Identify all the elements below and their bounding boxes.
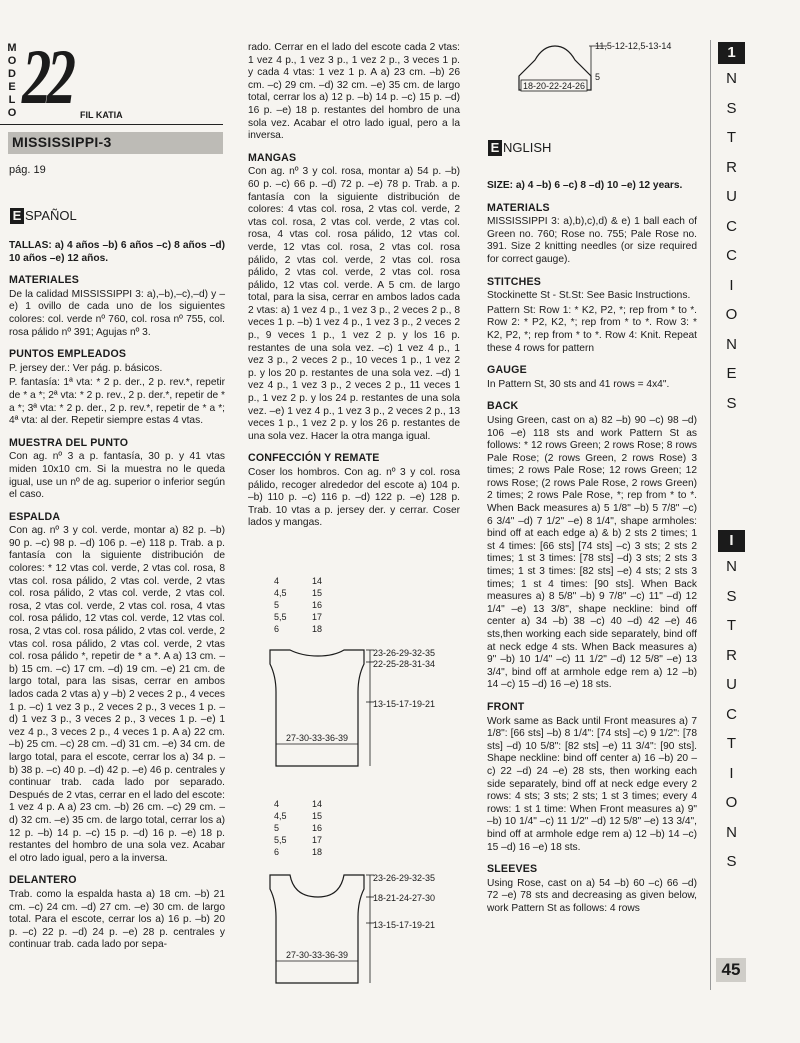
inch-label: 16 — [312, 823, 323, 833]
back-mid-measure: 22-25-28-31-34 — [373, 659, 436, 669]
gauge-text: In Pattern St, 30 sts and 41 rows = 4x4". — [487, 378, 670, 390]
back-top-measure: 23-26-29-32-35 — [373, 648, 436, 658]
sidebar-letter: U — [726, 676, 737, 693]
pattern-title: MISSISSIPPI-3 — [12, 134, 112, 150]
puntos-fantasia: P. fantasía: 1ª vta: * 2 p. der., 2 p. rev.*, repetir de * a *; 2ª vta: * 2 p. rev., 2 p. der.*, repetir de * a *; 3ª vta: * 2 p. der., 2 p. rev.*, repetir de * a *; 4ª vta: al der. Repetir siempre estas 4 vtas. — [9, 377, 225, 427]
front-armhole-measure: 13-15-17-19-21 — [373, 920, 436, 930]
sleeve-height-measure: 5 — [595, 72, 601, 82]
mangas-text: Con ag. nº 3 y col. rosa, montar a) 54 p. –b) 60 p. –c) 66 p. –d) 72 p. –e) 78 p. Trab. a p. fantasía con la siguiente distribución de colores: 4 vtas col. rosa, 2 vtas col. verde, 2 vtas col. rosa, 2 vtas col. verde, 2 vtas col. rosa, 4 vtas col. rosa pálido, 12 vtas col. verde, 12 vtas col. rosa, 2 vtas col. rosa pálido, 2 vtas col. verde, 2 vtas col. rosa pálido, 2 vtas col. verde, 2 vtas col. rosa pálido, 12 vtas col. verde. A 5 cm. de largo total, para la sisa, cerrar en ambos lados cada 2 vtas: a) 1 vez 4 p., 1 vez 3 p., 2 veces 2 p., 8 veces 1 p. –b) 1 vez 4 p., 1 vez 3 p., 2 veces 2 p., 9 veces 1 p., 1 vez 2 p. y los 16 p. restantes de una sola vez. –c) 1 vez 4 p., 1 vez 3 p., 2 veces 2 p., 10 veces 1 p., 1 vez 2 p. y los 20 p. restantes de una sola vez. –d) 1 vez 4 p., 1 vez 3 p., 2 veces 2 p., 11 veces 1 p., 1 vez 2 p. y los 24 p. restantes de una sola vez. –e) 1 vez 4 p., 1 vez 3 p., 2 veces 2 p., 13 veces 1 p., 1 vez 2 p. y los 26 p. restantes de una sola vez. Hacer la otra manga igual. — [248, 166, 460, 442]
materiales-heading: MATERIALES — [9, 274, 80, 287]
model-number: 22 — [22, 33, 72, 120]
sidebar-letter: N — [726, 558, 737, 575]
size-label: 5 — [274, 823, 280, 833]
brand-name: FIL KATIA — [80, 110, 123, 120]
sleeve-base-measure: 18-20-22-24-26 — [523, 81, 586, 91]
english-initial: E — [488, 140, 502, 156]
size-label: 6 — [274, 624, 280, 634]
sidebar-instrucciones — [718, 42, 745, 418]
sidebar-letter: N — [726, 70, 737, 87]
front-top-measure: 23-26-29-32-35 — [373, 873, 436, 883]
sleeves-text: Using Rose, cast on a) 54 –b) 60 –c) 66 –d) 72 –e) 78 sts and decreasing as given below, work Pattern St as follows: 4 rows — [487, 877, 697, 914]
sidebar-letter: N — [726, 823, 737, 841]
sidebar-letter: S — [726, 394, 737, 412]
page-number: 45 — [716, 958, 746, 982]
confeccion-heading: CONFECCIÓN Y REMATE — [248, 452, 380, 465]
muestra-heading: MUESTRA DEL PUNTO — [9, 436, 129, 449]
delantero-heading: DELANTERO — [9, 874, 77, 887]
back-text: Using Green, cast on a) 82 –b) 90 –c) 98 –d) 106 –e) 118 sts and work Pattern St as follows: * 12 rows Green; 2 rows Rose; 8 rows Pale Rose; (2 rows Green, 2 rows Rose) 3 times; 2 rows Pale Rose; 12 rows Green; 12 rows Rose; (2 rows Pale Rose, 2 rows Green) 2 times; 2 rows Pale Rose, *; rep from * to *. When Back measures a) 5 1/8" –b) 5 7/8" –c) 6 3/4" –d) 7 1/2" –e) 8 1/4", shape armholes: bind off at each edge a) & b) 2 sts 2 times; 1 st 4 times: [66 sts] [74 sts] –c) 3 sts; 2 sts 2 times; 1 st 3 times: [78 sts] –d) 3 sts; 2 sts 3 times; 1 st 3 times: [82 sts] –e) 4 sts; 2 sts 3 times; 1 st 4 times: [90 sts]. When Back measures a) 8 5/8" –b) 9 7/8" –c) 11" –d) 12 1/4" –e) 13 3/8", shape neckline: bind off center a) 34 –b) 38 –c) 40 –d) 42 –e) 46 sts,then working each side separately, bind off at neck edge 4 sts. When Back measures a) 9" –b) 10 1/4" –c) 11 1/2" –d) 12 5/8" –e) 13 3/4", bind off at armhole edge rem a) 12 –b) 14 –c) 15 –d) 16 –e) 18 sts. — [487, 414, 697, 691]
back-width-measure: 27-30-33-36-39 — [286, 733, 349, 743]
inch-label: 14 — [312, 799, 323, 809]
back-heading: BACK — [487, 400, 519, 413]
puntos-heading: PUNTOS EMPLEADOS — [9, 348, 127, 361]
inch-label: 16 — [312, 600, 323, 610]
stitches-stockinette: Stockinette St - St.St: See Basic Instructions. — [487, 290, 691, 302]
espalda-text: Con ag. nº 3 y col. verde, montar a) 82 p. –b) 90 p. –c) 98 p. –d) 106 p. –e) 118 p. Trab. a p. fantasía con la siguiente distribución de colores: * 12 vtas col. verde, 2 vtas col. rosa, 8 vtas col. rosa pálido, 2 vtas col. verde, 2 vtas col. rosa pálido, 2 vtas col. verde, 2 vtas col. rosa, 2 vtas col. verde, 2 vtas col. rosa, 4 vtas col. rosa pálido, 12 vtas col. verde, 12 vtas col. rosa, 2 vtas col. rosa pálido, 2 vtas col. verde, 2 vtas col. rosa pálido, 2 vtas col. verde, 2 vtas col. rosa pálido *, repetir de * a *. A a) 13 cm. –b) 15 cm. –c) 17 cm. –d) 19 cm. –e) 21 cm. de largo total, para las sisas, cerrar en ambos lados cada 2 vtas a) y –b) 2 veces 2 p., 4 veces 1 p. –c) 1 vez 3 p., 2 veces 2 p., 3 veces 1 p. –d) 1 vez 3 p., 3 veces 2 p., 3 veces 1 p. –e) 1 vez 4 p., 3 veces 2 p., 4 veces 1 p. A a) 22 cm. –b) 25 cm. –c) 28 cm. –d) 31 cm. –e) 34 cm. de largo total, para el escote, cerrar los a) 34 p. –b) 38 p. –c) 40 p. –d) 42 p. –e) 46 p. centrales y continuar trab. cada lado por separado. Después de 2 vtas, cerrar en el lado del escote: 1 vez 4 p. A a) 23 cm. –b) 26 cm. –c) 29 cm. –d) 32 cm. –e) 35 cm. de largo total, cerrar los a) 12 p. –b) 14 p. –c) 15 p. –d) 16 p. –e) 18 p. restantes del hombro de una sola vez. Acabar el otro lado igual, pero a la inversa. — [9, 525, 225, 864]
inch-label: 14 — [312, 576, 323, 586]
sidebar-letter: E — [726, 365, 737, 382]
size-text: SIZE: a) 4 –b) 6 –c) 8 –d) 10 –e) 12 years. — [487, 180, 683, 191]
spanish-column-1 — [9, 240, 225, 954]
back-outline — [270, 650, 364, 766]
stitches-heading: STITCHES — [487, 275, 541, 288]
materiales-text: De la calidad MISSISSIPPI 3: a),–b),–c),–d) y –e) 1 ovillo de cada uno de los siguientes colores: col. verde nº 760, col. rosa nº 755, col. rosa pálido nº 391; Agujas nº 3. — [9, 288, 225, 338]
spanish-heading — [10, 208, 77, 224]
materials-heading: MATERIALS — [487, 201, 550, 214]
sidebar-letter: C — [726, 217, 737, 235]
sidebar-tab-2: I — [718, 530, 745, 552]
page-reference: pág. 19 — [9, 164, 46, 176]
inch-label: 18 — [312, 847, 323, 857]
materials-text: MISSISSIPPI 3: a),b),c),d) & e) 1 ball each of Green no. 760; Rose no. 755; Pale Rose no. 391. Size 2 knitting needles (or size required for correct gauge). — [487, 216, 697, 265]
sidebar-letter: I — [729, 764, 734, 782]
puntos-jersey: P. jersey der.: Ver pág. p. básicos. — [9, 362, 163, 374]
sidebar-letter: N — [726, 335, 737, 353]
sidebar-letter: R — [726, 646, 737, 664]
modelo-vertical-label: M O D E L O — [7, 42, 17, 119]
header-rule — [0, 124, 223, 125]
sidebar-letter: U — [726, 188, 737, 205]
sidebar-letter: O — [725, 794, 738, 811]
back-armhole-measure: 13-15-17-19-21 — [373, 699, 436, 709]
spanish-column-2 — [248, 42, 460, 532]
size-label: 4 — [274, 576, 280, 586]
size-label: 6 — [274, 847, 280, 857]
front-width-measure: 27-30-33-36-39 — [286, 950, 349, 960]
sidebar-tab-1: 1 — [718, 42, 745, 64]
tallas: TALLAS: a) 4 años –b) 6 años –c) 8 años –d) 10 años –e) 12 años. — [9, 240, 225, 264]
english-column — [487, 180, 697, 917]
english-heading-text: NGLISH — [503, 140, 552, 155]
inch-label: 17 — [312, 835, 323, 845]
sleeve-top-measure: 11,5-12-12,5-13-14 — [595, 41, 672, 51]
spanish-initial: E — [10, 208, 24, 224]
spanish-heading-text: SPAÑOL — [25, 208, 77, 223]
sidebar-letter: S — [726, 853, 737, 870]
english-heading — [488, 140, 551, 156]
front-heading: FRONT — [487, 700, 525, 713]
sidebar-letter: S — [726, 99, 737, 117]
size-label: 4 — [274, 799, 280, 809]
front-outline — [270, 875, 364, 983]
delantero-text: Trab. como la espalda hasta a) 18 cm. –b) 21 cm. –c) 24 cm. –d) 27 cm. –e) 30 cm. de largo total. Para el escote, cerrar los a) 16 p. –b) 20 p. –c) 22 p. –d) 24 p. –e) 28 p. centrales y continuar trab. cada lado por sepa- — [9, 888, 225, 951]
size-label: 5,5 — [274, 612, 287, 622]
inch-label: 18 — [312, 624, 323, 634]
sidebar-letter: T — [726, 735, 737, 752]
inch-label: 17 — [312, 612, 323, 622]
sidebar-letter: T — [726, 617, 737, 634]
sleeve-schematic — [515, 38, 705, 98]
front-schematic — [262, 795, 462, 990]
back-schematic — [262, 572, 462, 772]
sidebar-letter: O — [725, 306, 738, 323]
sidebar-letter: S — [726, 587, 737, 605]
sidebar-letter: C — [726, 247, 737, 264]
front-text: Work same as Back until Front measures a) 7 1/8": [66 sts] –b) 8 1/4": [74 sts] –c) 9 1/2": [78 sts] –d) 10 5/8": [82 sts] –e) 11 3/4": [90 sts]. Shape neckline: bind off center a) 16 –b) 20 –c) 22 –d) 24 –e) 28 sts, then working each side separately, bind off at neck edge every 2 rows: 4 sts; 3 sts; 2 sts; 1 st 3 times; every 4 rows: 1 st 1 time: When Front measures a) 9" –b) 10 1/4" –c) 11 1/2" –d) 12 5/8" –e) 13 3/4", bind off at armhole edge rem a) 12 –b) 14 –c) 15 –d) 16 –e) 18 sts. — [487, 715, 697, 853]
sidebar-letter: R — [726, 158, 737, 176]
sidebar-letter: I — [729, 276, 734, 294]
side-divider — [710, 40, 711, 990]
sidebar-letter: C — [726, 705, 737, 723]
size-label: 4,5 — [274, 811, 287, 821]
gauge-heading: GAUGE — [487, 364, 527, 377]
delantero-continued: rado. Cerrar en el lado del escote cada 2 vtas: 1 vez 4 p., 1 vez 3 p., 1 vez 2 p., 3 veces 1 p. y cada 4 vtas: 1 vez 1 p. A a) 23 cm. –b) 26 cm. –c) 29 cm. –d) 32 cm. –e) 35 cm. de largo total, cerrar los a) 12 p. –b) 14 p. –c) 15 p. –d) 16 p. –e) 18 p. restantes del hombro de una sola vez. Acabar el otro lado igual, pero a la inversa. — [248, 42, 460, 142]
inch-label: 15 — [312, 588, 323, 598]
sidebar-instructions — [718, 530, 745, 877]
size-label: 4,5 — [274, 588, 287, 598]
sidebar-letter: T — [726, 129, 737, 146]
confeccion-text: Coser los hombros. Con ag. nº 3 y col. rosa pálido, recoger alrededor del escote a) 104 p. –b) 110 p. –c) 116 p. –d) 122 p. –e) 128 p. Trab. 10 vtas a p. jersey der. y cerrar. Coser lados y mangas. — [248, 467, 460, 529]
stitches-pattern: Pattern St: Row 1: * K2, P2, *; rep from * to *. Row 2: * P2, K2, *; rep from * to *. Row 3: * K2, P2, *; rep from * to *. Row 4: Knit. Repeat these 4 rows for pattern — [487, 304, 697, 354]
mangas-heading: MANGAS — [248, 151, 297, 164]
inch-label: 15 — [312, 811, 323, 821]
espalda-heading: ESPALDA — [9, 510, 61, 523]
size-label: 5 — [274, 600, 280, 610]
muestra-text: Con ag. nº 3 a p. fantasía, 30 p. y 41 vtas miden 10x10 cm. Si la muestra no le queda igual, use un nº de ag. superior o inferior según el caso. — [9, 451, 225, 501]
size-label: 5,5 — [274, 835, 287, 845]
sleeves-heading: SLEEVES — [487, 863, 538, 876]
front-mid-measure: 18-21-24-27-30 — [373, 893, 436, 903]
